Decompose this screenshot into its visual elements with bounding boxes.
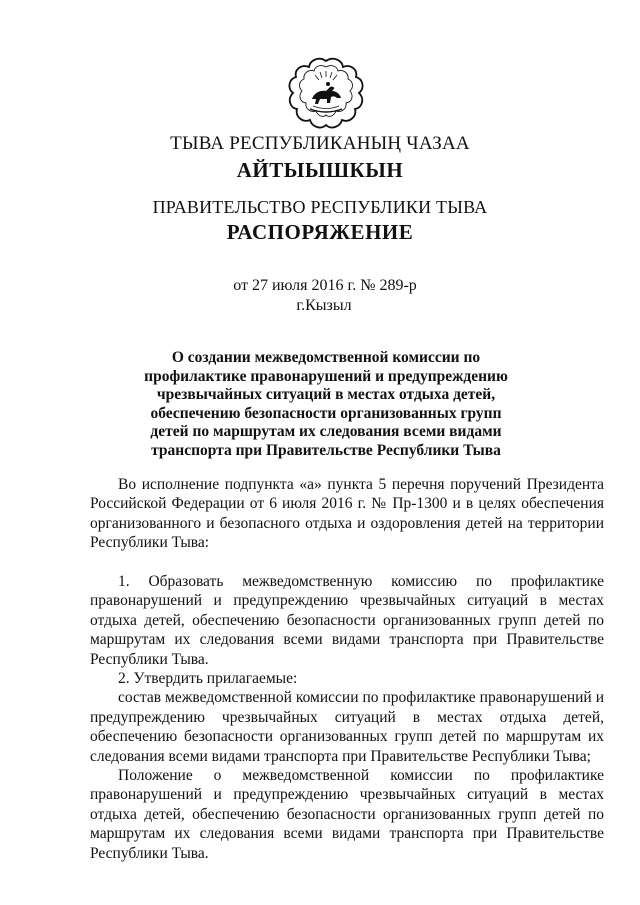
orders-block <box>90 572 604 863</box>
russian-document-type: РАСПОРЯЖЕНИЕ <box>226 220 414 244</box>
document-title-line: обеспечению безопасности организованных групп <box>150 404 502 422</box>
document-title-line: чрезвычайных ситуаций в местах отдыха детей, <box>156 386 496 404</box>
item-1-paragraph: 1. Образовать межведомственную комиссию по профилактике правонарушений и предупреждению чрезвычайных ситуаций в местах отдыха детей, обеспечению безопасности организованных групп детей по маршрутам их следования всеми видами транспорта при Правительстве Республики Тыва. <box>90 573 604 668</box>
document-city: г.Кызыл <box>296 297 352 314</box>
document-title <box>130 349 522 461</box>
tuvan-government-line: ТЫВА РЕСПУБЛИКАНЫҢ ЧАЗАА <box>170 133 470 154</box>
item-2b-paragraph: Положение о межведомственной комиссии по профилактике правонарушений и предупреждению чрезвычайных ситуаций в местах отдыха детей, обеспечению безопасности организованных групп детей по маршрутам их следования всеми видами транспорта при Правительстве Республики Тыва. <box>90 767 604 862</box>
document-title-line: детей по маршрутам их следования всеми видами <box>150 423 502 441</box>
document-date-number: от 27 июля 2016 г. № 289-р <box>233 277 417 294</box>
russian-government-line: ПРАВИТЕЛЬСТВО РЕСПУБЛИКИ ТЫВА <box>152 197 488 217</box>
item-2-paragraph: 2. Утвердить прилагаемые: <box>118 670 298 688</box>
document-title-line: О создании межведомственной комиссии по <box>171 349 481 366</box>
item-2a-paragraph: состав межведомственной комиссии по профилактике правонарушений и предупреждению чрезвычайных ситуаций в местах отдыха детей, обеспечению безопасности организованных групп детей по маршрутам их следования всеми видами транспорта при Правительстве Республики Тыва; <box>90 689 604 765</box>
tuvan-document-type: АЙТЫЫШКЫН <box>236 158 404 182</box>
document-title-line: профилактике правонарушений и предупреждению <box>144 367 508 385</box>
preamble-paragraph: Во исполнение подпункта «а» пункта 5 перечня поручений Президента Российской Федерации от 6 июля 2016 г. № Пр-1300 и в целях обеспечения организованного и безопасного отдыха и оздоровления детей на территории Республики Тыва: <box>90 476 604 552</box>
tuva-coat-of-arms-icon <box>286 55 366 131</box>
preamble-block <box>90 475 604 553</box>
document-title-line: транспорта при Правительстве Республики Тыва <box>151 441 501 459</box>
